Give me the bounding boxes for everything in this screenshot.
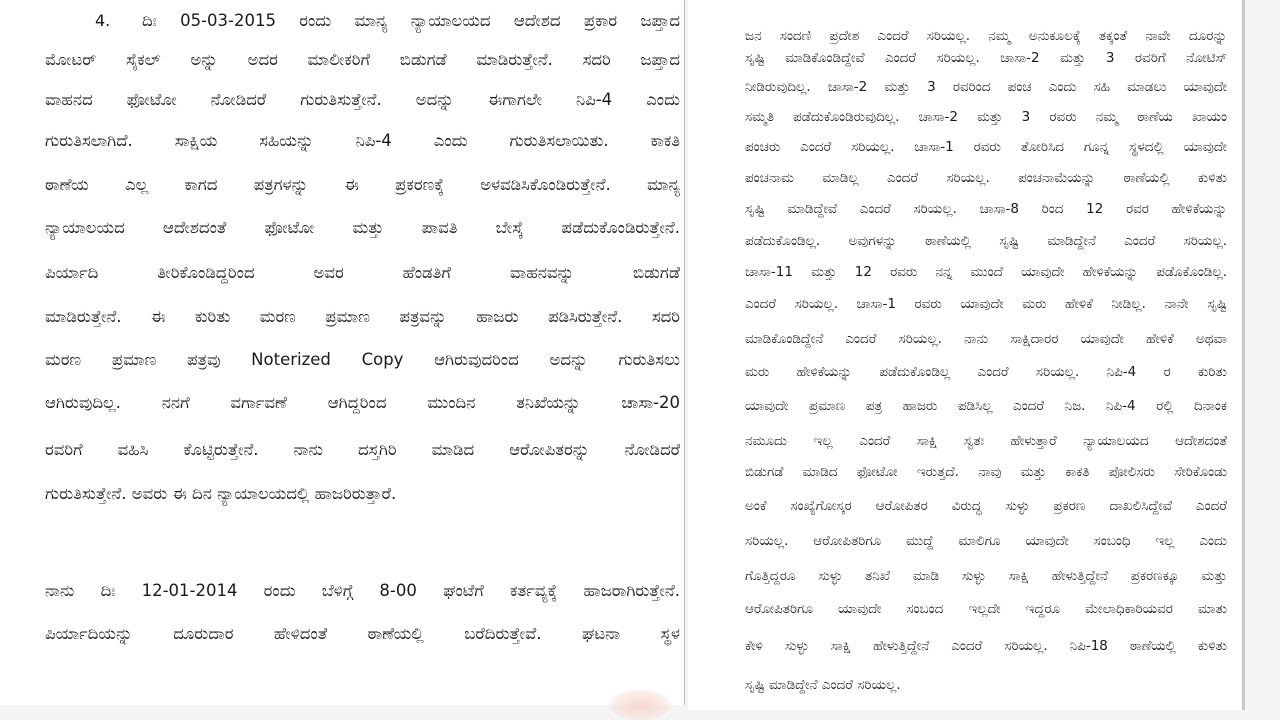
text-line: ಚಾಸಾ-11 ಮತ್ತು 12 ರವರು ನನ್ನ ಮುಂದೆ ಯಾವುದೇ ಹೇಳಿಕೆಯನ್ನು ಪಡೊಕೊಂಡಿಲ್ಲ. <box>745 264 1227 280</box>
text-line: ಆಗಿರುವುದಿಲ್ಲ. ನನಗೆ ವರ್ಗಾವಣೆ ಆಗಿದ್ದರಿಂದ ಮುಂದಿನ ತನಿಖೆಯನ್ನು ಚಾಸಾ-20 <box>45 393 680 412</box>
text-line: ಮಾಡಿರುತ್ತೇನೆ. ಈ ಕುರಿತು ಮರಣ ಪ್ರಮಾಣ ಪತ್ರವನ್ನು ಹಾಜರು ಪಡಿಸಿರುತ್ತೇನೆ. ಸದರಿ <box>45 307 680 326</box>
text-line: ಬಿಡುಗಡೆ ಮಾಡಿದ ಫೋಟೋ ಇರುತ್ತದೆ. ನಾವು ಮತ್ತು ಕಾಕತಿ ಪೋಲಿಸರು ಸೇರಿಕೊಂಡು <box>745 464 1227 480</box>
text-line: ನಾನು ದಿಃ 12-01-2014 ರಂದು ಬೆಳಿಗ್ಗೆ 8-00 ಘಂಟೆಗೆ ಕರ್ತವ್ಯಕ್ಕೆ ಹಾಜರಾಗಿರುತ್ತೇನೆ. <box>45 581 680 600</box>
text-line: ನಮೂದು ಇಲ್ಲ ಎಂದರೆ ಸಾಕ್ಷಿ ಸ್ವತಃ ಹೇಳುತ್ತಾರೆ ನ್ಯಾಯಾಲಯದ ಆದೇಶದಂತೆ <box>745 433 1227 449</box>
text-line: ಮಾಡಿಕೊಂಡಿದ್ದೇನೆ ಎಂದರೆ ಸರಿಯಲ್ಲ. ನಾನು ಸಾಕ್ಷಿದಾರರ ಯಾವುದೇ ಹೇಳಿಕೆ ಅಥವಾ <box>745 331 1227 347</box>
text-line: ನೀಡಿರುವುದಿಲ್ಲ. ಚಾಸಾ-2 ಮತ್ತು 3 ರವರಿಂದ ಪಂಚ ಎಂದು ಸಹಿ ಮಾಡಲು ಯಾವುದೇ <box>745 79 1227 95</box>
text-line: ಎಂದರೆ ಸರಿಯಲ್ಲ. ಚಾಸಾ-1 ರವರು ಯಾವುದೇ ಮರು ಹೇಳಿಕೆ ನೀಡಿಲ್ಲ. ನಾನೇ ಸೃಷ್ಟಿ <box>745 296 1227 312</box>
text-line: ಗೊತ್ತಿದ್ದರೂ ಸುಳ್ಳು ತನಿಖೆ ಮಾಡಿ ಸುಳ್ಳು ಸಾಕ್ಷಿ ಹೇಳುತ್ತಿದ್ದೇನೆ ಪ್ರಕರಣಕ್ಕೂ ಮತ್ತು <box>745 568 1227 584</box>
right-document-page <box>688 0 1245 710</box>
text-line: ಗುರುತಿಸುತ್ತೇನೆ. ಅವರು ಈ ದಿನ ನ್ಯಾಯಾಲಯದಲ್ಲಿ ಹಾಜರಿರುತ್ತಾರೆ. <box>45 484 397 503</box>
text-line: ಗುರುತಿಸಲಾಗಿದೆ. ಸಾಕ್ಷಿಯ ಸಹಿಯನ್ನು ನಿಪಿ-4 ಎಂದು ಗುರುತಿಸಲಾಯಿತು. ಕಾಕತಿ <box>45 131 680 150</box>
paragraph-number: 4. <box>95 11 111 30</box>
text-line: ಪಿರ್ಯಾದಿ ತೀರಿಕೊಂಡಿದ್ದರಿಂದ ಅವರ ಹೆಂಡತಿಗೆ ವಾಹನವನ್ನು ಬಿಡುಗಡೆ <box>45 263 680 282</box>
text-line: ಠಾಣೆಯ ಎಲ್ಲ ಕಾಗದ ಪತ್ರಗಳನ್ನು ಈ ಪ್ರಕರಣಕ್ಕೆ ಅಳವಡಿಸಿಕೊಂಡಿರುತ್ತೇನೆ. ಮಾನ್ಯ <box>45 175 680 194</box>
text-line: ವಾಹನದ ಫೋಟೋ ನೋಡಿದರೆ ಗುರುತಿಸುತ್ತೇನೆ. ಅದನ್ನು ಈಗಾಗಲೇ ನಿಪಿ-4 ಎಂದು <box>45 90 680 109</box>
text-line: ಪಂಚರು ಎಂದರೆ ಸರಿಯಲ್ಲ. ಚಾಸಾ-1 ರವರು ತೋರಿಸಿದ ಗೂನ್ನ ಸ್ಥಳದಲ್ಲಿ ಯಾವುದೇ <box>745 139 1227 155</box>
text-line: ನ್ಯಾಯಾಲಯದ ಆದೇಶದಂತೆ ಫೋಟೋ ಮತ್ತು ಪಾವತಿ ಬೇಸ್ಕೆ ಪಡೆದುಕೊಂಡಿರುತ್ತೇನೆ. <box>45 218 680 237</box>
text-line: ಕೇಳಿ ಸುಳ್ಳು ಸಾಕ್ಷಿ ಹೇಳುತ್ತಿದ್ದೇನೆ ಎಂದರೆ ಸರಿಯಲ್ಲ. ನಿಪಿ-18 ಠಾಣೆಯಲ್ಲಿ ಕುಳಿತು <box>745 638 1227 654</box>
text-line: ಸೃಷ್ಟಿ ಮಾಡಿದ್ದೇವೆ ಎಂದರೆ ಸರಿಯಲ್ಲ. ಚಾಸಾ-8 ರಿಂದ 12 ರವರ ಹೇಳಿಕೆಯನ್ನು <box>745 201 1227 217</box>
stamp-smudge <box>610 690 670 720</box>
text-line: ಮರಣ ಪ್ರಮಾಣ ಪತ್ರವು Noterized Copy ಆಗಿರುವುದರಿಂದ ಅದನ್ನು ಗುರುತಿಸಲು <box>45 350 680 369</box>
text-line: ಮರು ಹೇಳಿಕೆಯನ್ನು ಪಡೆದುಕೊಂಡಿಲ್ಲ ಎಂದರೆ ಸರಿಯಲ್ಲ. ನಿಪಿ-4 ರ ಕುರಿತು <box>745 364 1227 380</box>
text-line: ಮೋಟರ್ ಸೈಕಲ್ ಅನ್ನು ಅದರ ಮಾಲೀಕರಿಗೆ ಬಿಡುಗಡೆ ಮಾಡಿರುತ್ತೇನೆ. ಸದರಿ ಜಪ್ತಾದ <box>45 50 680 69</box>
text-line: ಪಂಚನಾಮ ಮಾಡಿಲ್ಲ ಎಂದರೆ ಸರಿಯಲ್ಲ. ಪಂಚನಾಮೆಯನ್ನು ಠಾಣೆಯಲ್ಲಿ ಕುಳಿತು <box>745 170 1227 186</box>
text-line: ಅಂಕೆ ಸಂಖ್ಯೆಗೋಸ್ಕರ ಆರೋಪಿತರ ವಿರುದ್ಧ ಸುಳ್ಳು ಪ್ರಕರಣ ದಾಖಲಿಸಿದ್ದೇವೆ ಎಂದರೆ <box>745 498 1227 514</box>
text-line: ಪಡೆದುಕೊಂಡಿಲ್ಲ. ಅವುಗಳನ್ನು ಠಾಣೆಯಲ್ಲಿ ಸೃಷ್ಟಿ ಮಾಡಿದ್ದೇನೆ ಎಂದರೆ ಸರಿಯಲ್ಲ. <box>745 233 1227 249</box>
text-line: ಸರಿಯಲ್ಲ. ಆರೋಪಿತರಿಗೂ ಮುದ್ದೆ ಮಾಲಿಗೂ ಯಾವುದೇ ಸಂಬಂಧಿ ಇಲ್ಲ ಎಂದು <box>745 533 1227 549</box>
text-line: ಜನ ಸಂದಣಿ ಪ್ರದೇಶ ಎಂದರೆ ಸರಿಯಲ್ಲ. ನಮ್ಮ ಅನುಕೂಲಕ್ಕೆ ತಕ್ಕಂತೆ ನಾವೇ ದೂರನ್ನು <box>745 28 1227 44</box>
text-line: ಸಮ್ಮತಿ ಪಡೆದುಕೊಂಡಿರುವುದಿಲ್ಲ. ಚಾಸಾ-2 ಮತ್ತು 3 ರವರು ನಮ್ಮ ಠಾಣೆಯ ಖಾಯಂ <box>745 109 1227 125</box>
text-line: ಆರೋಪಿತರಿಗೂ ಯಾವುದೇ ಸಂಬಂದ ಇಲ್ಲದೇ ಇದ್ದರೂ ಮೇಲಾಧಿಕಾರಿಯವರ ಮಾತು <box>745 601 1227 617</box>
text-line: ಯಾವುದೇ ಪ್ರಮಾಣ ಪತ್ರ ಹಾಜರು ಪಡಿಸಿಲ್ಲ ಎಂದರೆ ನಿಜ. ನಿಪಿ-4 ರಲ್ಲಿ ದಿನಾಂಕ <box>745 398 1227 414</box>
text-line: ಪಿರ್ಯಾದಿಯನ್ನು ದೂರುದಾರ ಹೇಳಿದಂತೆ ಠಾಣೆಯಲ್ಲಿ ಬರೆದಿರುತ್ತೇವೆ. ಘಟನಾ ಸ್ಥಳ <box>45 624 680 643</box>
text-line: ರವರಿಗೆ ವಹಿಸಿ ಕೊಟ್ಟಿರುತ್ತೇನೆ. ನಾನು ದಸ್ತಗಿರಿ ಮಾಡಿದ ಆರೋಪಿತರನ್ನು ನೋಡಿದರೆ <box>45 440 680 459</box>
text-line: ದಿಃ 05-03-2015 ರಂದು ಮಾನ್ಯ ನ್ಯಾಯಾಲಯದ ಆದೇಶದ ಪ್ರಕಾರ ಜಪ್ತಾದ <box>142 11 680 30</box>
text-line: ಸೃಷ್ಟಿ ಮಾಡಿದ್ದೇನೆ ಎಂದರೆ ಸರಿಯಲ್ಲ. <box>745 677 901 693</box>
text-line: ಸೃಷ್ಟಿ ಮಾಡಿಕೊಂಡಿದ್ದೇವೆ ಎಂದರೆ ಸರಿಯಲ್ಲ. ಚಾಸಾ-2 ಮತ್ತು 3 ರವರಿಗೆ ನೋಟಿಸ್ <box>745 50 1227 66</box>
